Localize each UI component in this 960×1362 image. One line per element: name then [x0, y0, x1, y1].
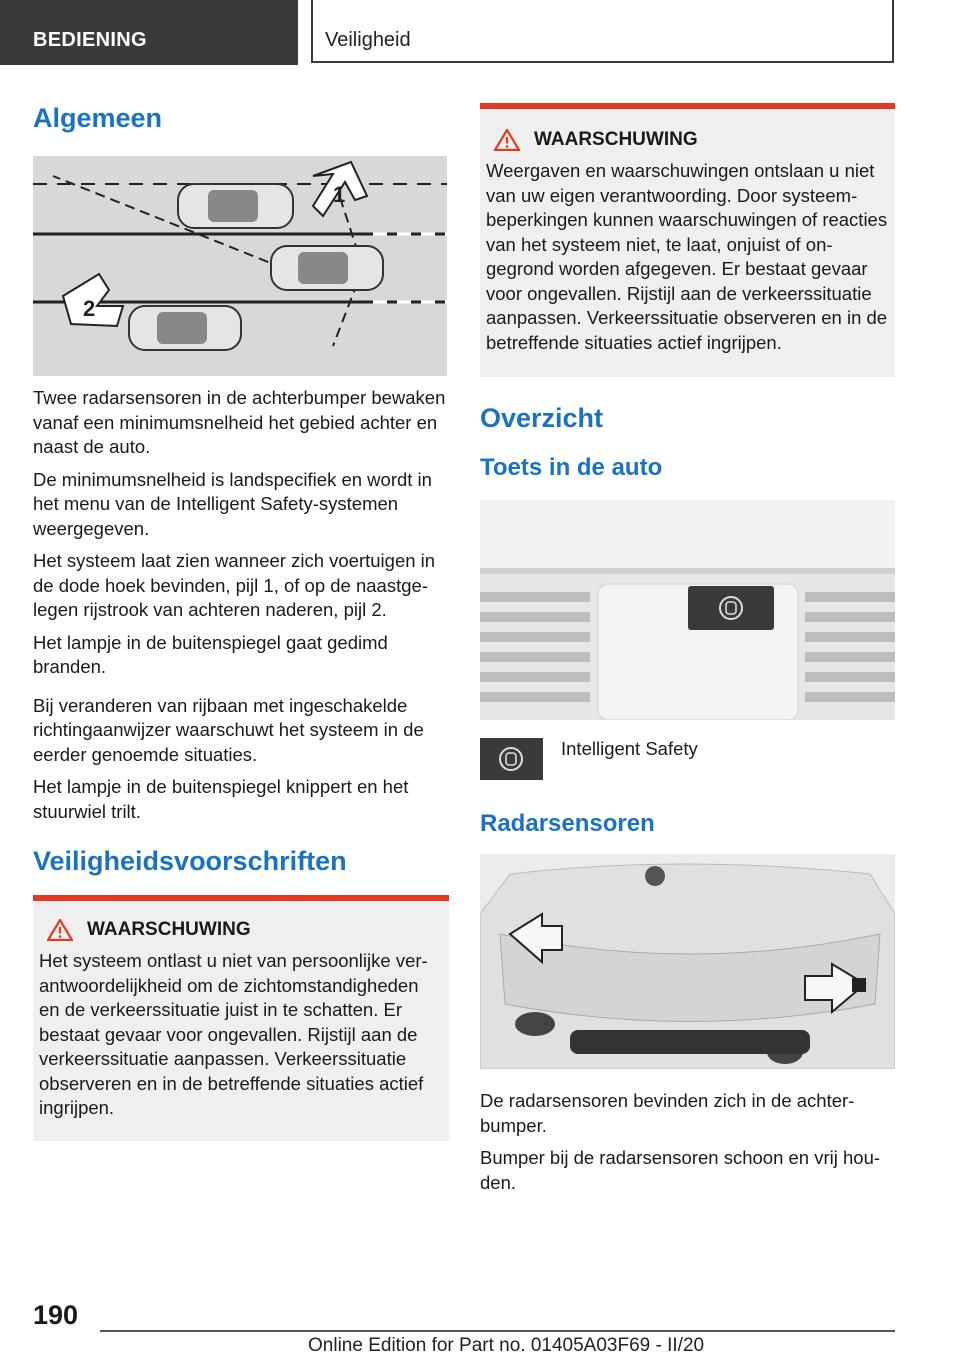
- left-paragraph: De minimumsnelheid is landspecifiek en wordt in het menu van de Intelligent Safety-systemen weergegeven.: [33, 468, 432, 539]
- warning-box-left: [33, 895, 449, 1141]
- svg-text:1: 1: [333, 182, 346, 207]
- warning-text: Weergaven en waarschuwingen ontslaan u niet van uw eigen verantwoording. Door systeembeperkingen kunnen waarschuwingen of reacties van het systeem niet, te laat, onjuist of ongegrond worden afgegeven. Er bestaat gevaar voor ongevallen. Rijstijl aan de verkeerssituatie aanpassen. Verkeerssituatie observeren en in de betreffende situaties actief ingrijpen.: [486, 160, 888, 353]
- right-column: [480, 103, 895, 1203]
- left-column: [33, 103, 449, 1141]
- heading-overzicht: Overzicht: [480, 403, 604, 433]
- section-title: BEDIENING: [33, 29, 147, 51]
- svg-text:2: 2: [83, 296, 96, 321]
- button-label: Intelligent Safety: [561, 738, 698, 759]
- heading-algemeen: Algemeen: [33, 103, 163, 133]
- chapter-title: Veiligheid: [325, 29, 411, 51]
- intelligent-safety-button[interactable]: [688, 586, 774, 630]
- warning-title: WAARSCHUWING: [534, 129, 698, 150]
- dashboard-button-figure: [480, 500, 895, 720]
- right-paragraph: De radarsensoren bevinden zich in de achterbumper.: [480, 1090, 855, 1136]
- car-middle: [271, 246, 383, 290]
- left-paragraph: Het lampje in de buitenspiegel gaat gedimd branden.: [33, 631, 388, 677]
- page-number: 190: [33, 1300, 79, 1330]
- warning-title: WAARSCHUWING: [87, 919, 251, 940]
- chapter-tab: [311, 0, 894, 63]
- edition-text: Online Edition for Part no. 01405A03F69 - II/20: [308, 1335, 705, 1356]
- heading-radarsensoren: Radarsensoren: [480, 810, 655, 837]
- section-tab: [0, 0, 298, 65]
- footer-divider: [100, 1330, 895, 1332]
- left-paragraph: Twee radarsensoren in de achterbumper bewaken vanaf een minimumsnelheid het gebied achter en naast de auto.: [33, 387, 446, 457]
- left-paragraph: Het systeem laat zien wanneer zich voertuigen in de dode hoek bevinden, pijl 1, of op de naastgelegen rijstrook van achteren naderen, pijl 2.: [33, 550, 436, 620]
- warning-triangle-icon: [47, 919, 73, 941]
- heading-veiligheidsvoorschriften: Veiligheidsvoorschriften: [33, 846, 347, 876]
- right-paragraph: Bumper bij de radarsensoren schoon en vrij houden.: [480, 1147, 881, 1193]
- heading-toets-in-de-auto: Toets in de auto: [480, 454, 663, 481]
- intelligent-safety-icon: [480, 738, 543, 780]
- warning-text: Het systeem ontlast u niet van persoonlijke verantwoordelijkheid om de zichtomstandigheden en de verkeerssituatie juist in te schatten. Er bestaat gevaar voor ongevallen. Rijstijl aan de verkeerssituatie aanpassen. Verkeerssituatie observeren en in de betreffende situaties actief ingrijpen.: [39, 950, 428, 1118]
- warning-box-right: [480, 103, 895, 377]
- car-bottom: [129, 306, 241, 350]
- blind-spot-figure: [33, 156, 447, 376]
- left-paragraph: Het lampje in de buitenspiegel knippert en het stuurwiel trilt.: [33, 776, 409, 822]
- left-paragraph: Bij veranderen van rijbaan met ingeschakelde richtingaanwijzer waarschuwt het systeem in de eerder genoemde situaties.: [33, 694, 424, 765]
- car-top: [178, 184, 293, 228]
- warning-triangle-icon: [494, 129, 520, 151]
- button-legend: [480, 738, 895, 780]
- radar-sensor-figure: [480, 854, 895, 1069]
